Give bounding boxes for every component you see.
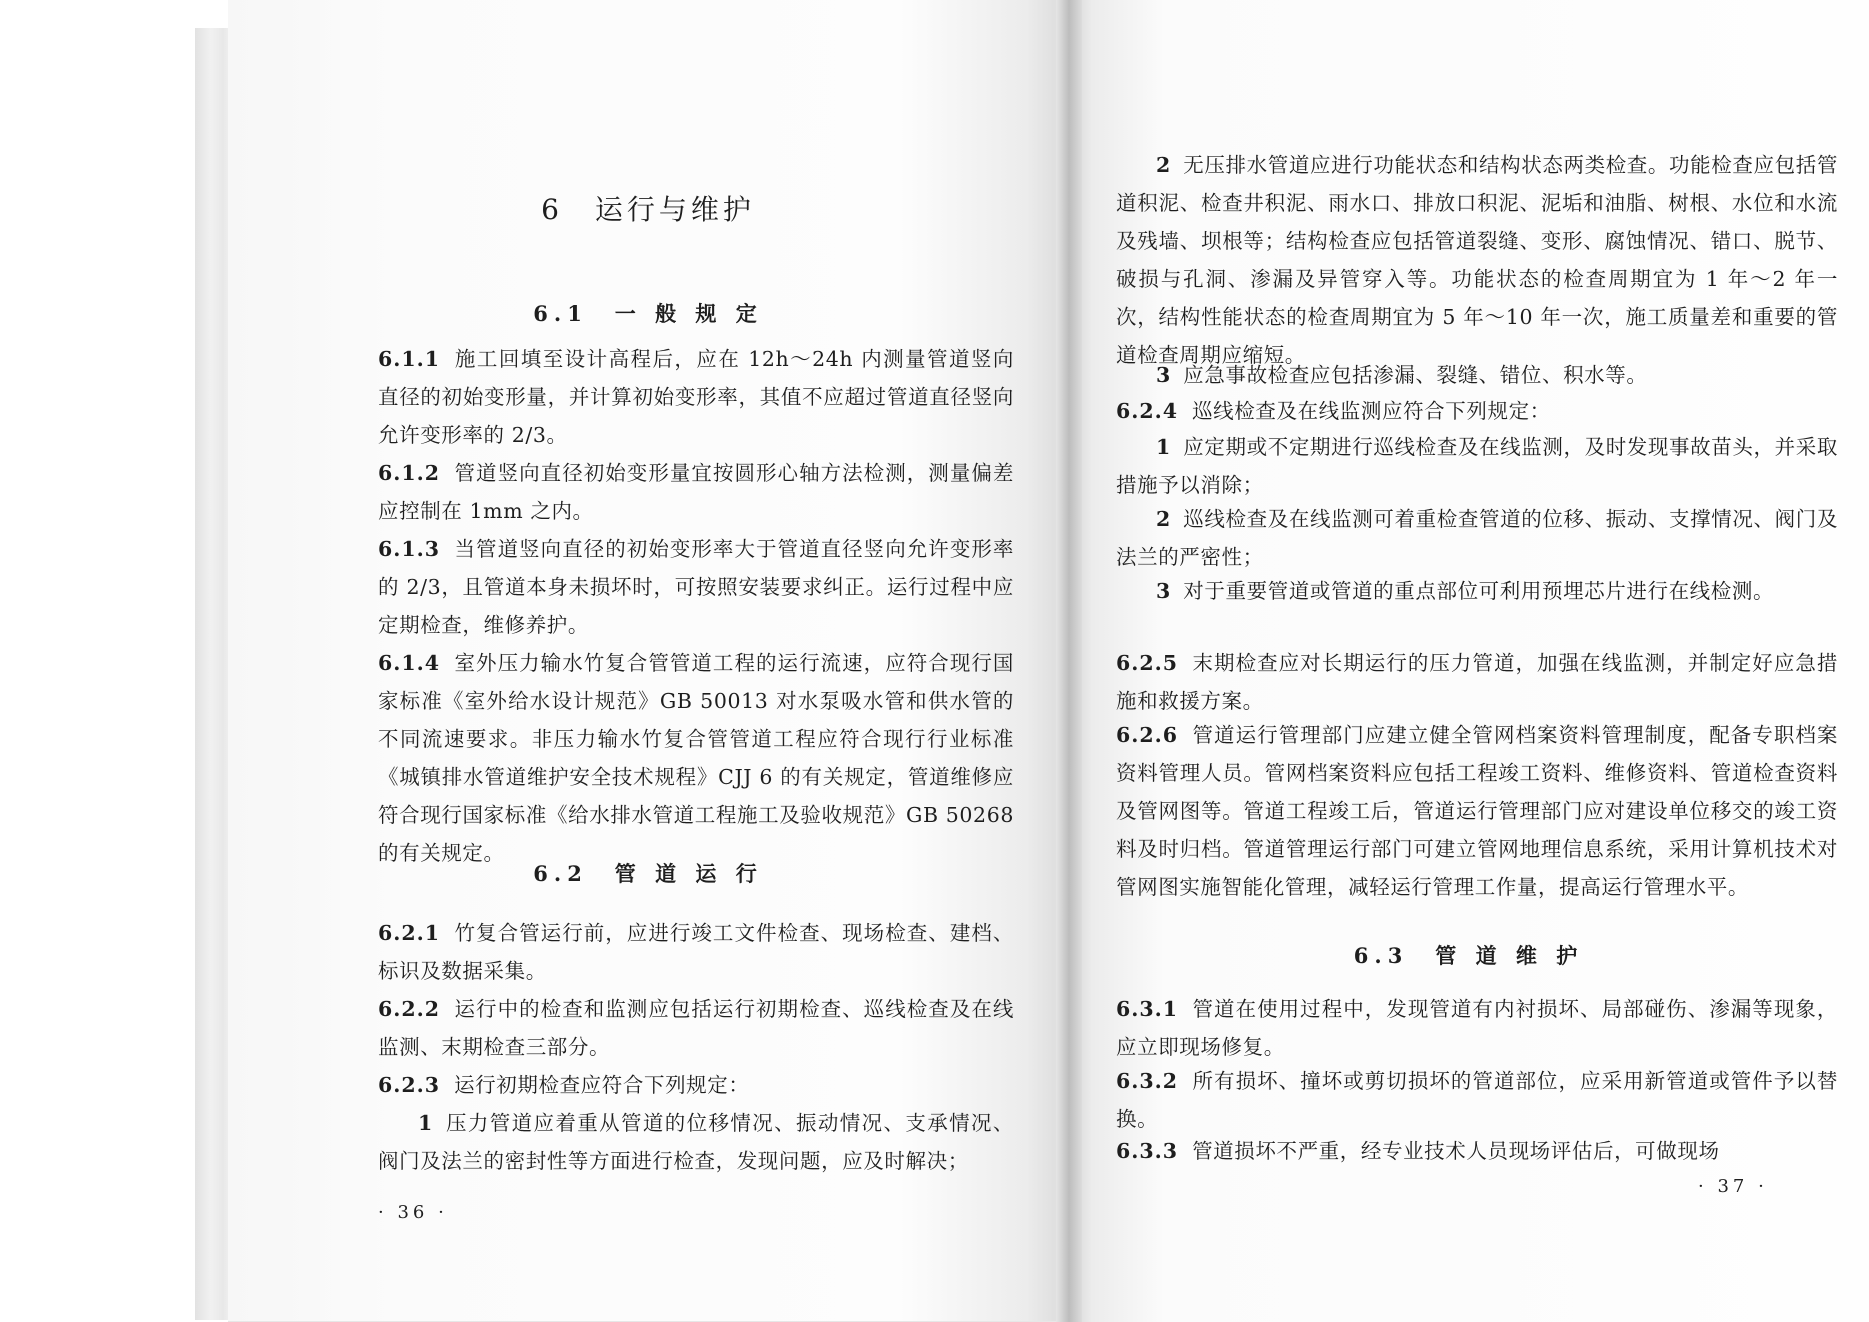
section-title-6-1: 6.1 一 般 规 定 — [533, 301, 763, 326]
clause-text: 管道在使用过程中，发现管道有内衬损坏、局部碰伤、渗漏等现象，应立即现场修复。 — [1116, 997, 1838, 1059]
clause-6-2-3 — [378, 1066, 1014, 1104]
clause-6-2-1 — [378, 914, 1014, 990]
clause-number: 6.1.4 — [378, 651, 441, 675]
clause-6-2-6 — [1116, 716, 1838, 906]
item-number: 1 — [1156, 435, 1172, 459]
chapter-title: 6 运行与维护 — [541, 193, 755, 226]
clause-number: 6.2.6 — [1116, 723, 1179, 747]
clause-text: 所有损坏、撞坏或剪切损坏的管道部位，应采用新管道或管件予以替换。 — [1116, 1069, 1838, 1131]
clause-number: 6.3.1 — [1116, 997, 1179, 1021]
clause-number: 6.2.5 — [1116, 651, 1179, 675]
clause-number: 6.3.2 — [1116, 1069, 1179, 1093]
clause-text: 室外压力输水竹复合管管道工程的运行流速，应符合现行国家标准《室外给水设计规范》GB 50013 对水泵吸水管和供水管的不同流速要求。非压力输水竹复合管管道工程应符合现行行业标准《城镇排水管道维护安全技术规程》CJJ 6 的有关规定，管道维修应符合现行国家标准《给水排水管道工程施工及验收规范》GB 50268 的有关规定。 — [378, 651, 1014, 865]
left-page — [228, 0, 1068, 1322]
item-6-2-3-2 — [1116, 146, 1838, 374]
clause-6-3-2 — [1116, 1062, 1838, 1138]
section-title-6-2: 6.2 管 道 运 行 — [533, 861, 763, 886]
section-title-6-3: 6.3 管 道 维 护 — [1353, 943, 1584, 968]
item-6-2-4-1 — [1116, 428, 1838, 504]
item-text: 应定期或不定期进行巡线检查及在线监测，及时发现事故苗头，并采取措施予以消除； — [1116, 435, 1838, 497]
clause-6-2-2 — [378, 990, 1014, 1066]
item-number: 1 — [418, 1111, 434, 1135]
item-text: 对于重要管道或管道的重点部位可利用预埋芯片进行在线检测。 — [1183, 579, 1775, 603]
clause-number: 6.2.4 — [1116, 399, 1179, 423]
clause-6-1-4 — [378, 644, 1014, 872]
clause-text: 当管道竖向直径的初始变形率大于管道直径竖向允许变形率的 2/3，且管道本身未损坏时，可按照安装要求纠正。运行过程中应定期检查，维修养护。 — [378, 537, 1014, 637]
clause-6-1-3 — [378, 530, 1014, 644]
book-gutter — [1056, 0, 1082, 1322]
clause-number: 6.2.1 — [378, 921, 441, 945]
item-number: 3 — [1156, 579, 1172, 603]
clause-6-1-1 — [378, 340, 1014, 454]
clause-text: 管道竖向直径初始变形量宜按圆形心轴方法检测，测量偏差应控制在 1mm 之内。 — [378, 461, 1014, 523]
item-6-2-4-3 — [1116, 572, 1838, 610]
clause-number: 6.1.3 — [378, 537, 441, 561]
clause-text: 末期检查应对长期运行的压力管道，加强在线监测，并制定好应急措施和救援方案。 — [1116, 651, 1838, 713]
item-number: 3 — [1156, 363, 1172, 387]
clause-6-2-5 — [1116, 644, 1838, 720]
item-number: 2 — [1156, 507, 1172, 531]
clause-number: 6.1.1 — [378, 347, 441, 371]
clause-number: 6.3.3 — [1116, 1139, 1179, 1163]
item-number: 2 — [1156, 153, 1172, 177]
page-number-right: · 37 · — [1698, 1176, 1768, 1197]
clause-6-1-2 — [378, 454, 1014, 530]
item-text: 巡线检查及在线监测可着重检查管道的位移、振动、支撑情况、阀门及法兰的严密性； — [1116, 507, 1838, 569]
right-page — [1068, 0, 1869, 1322]
clause-6-2-4 — [1116, 392, 1838, 430]
page-number-left: · 36 · — [378, 1202, 448, 1223]
clause-number: 6.2.2 — [378, 997, 441, 1021]
clause-number: 6.2.3 — [378, 1073, 441, 1097]
item-text: 无压排水管道应进行功能状态和结构状态两类检查。功能检查应包括管道积泥、检查井积泥、雨水口、排放口积泥、泥垢和油脂、树根、水位和水流及残墙、坝根等；结构检查应包括管道裂缝、变形、腐蚀情况、错口、脱节、破损与孔洞、渗漏及异管穿入等。功能状态的检查周期宜为 1 年～2 年一次，结构性能状态的检查周期宜为 5 年～10 年一次，施工质量差和重要的管道检查周期应缩短。 — [1116, 153, 1838, 367]
clause-text: 运行中的检查和监测应包括运行初期检查、巡线检查及在线监测、末期检查三部分。 — [378, 997, 1014, 1059]
clause-text: 竹复合管运行前，应进行竣工文件检查、现场检查、建档、标识及数据采集。 — [378, 921, 1014, 983]
clause-text: 巡线检查及在线监测应符合下列规定： — [1192, 399, 1551, 423]
clause-6-3-1 — [1116, 990, 1838, 1066]
clause-text: 管道运行管理部门应建立健全管网档案资料管理制度，配备专职档案资料管理人员。管网档案资料应包括工程竣工资料、维修资料、管道检查资料及管网图等。管道工程竣工后，管道运行管理部门应对建设单位移交的竣工资料及时归档。管道管理运行部门可建立管网地理信息系统，采用计算机技术对管网图实施智能化管理，减轻运行管理工作量，提高运行管理水平。 — [1116, 723, 1838, 899]
clause-text: 运行初期检查应符合下列规定： — [454, 1073, 750, 1097]
clause-text: 施工回填至设计高程后，应在 12h～24h 内测量管道竖向直径的初始变形量，并计算初始变形率，其值不应超过管道直径竖向允许变形率的 2/3。 — [378, 347, 1014, 447]
item-text: 压力管道应着重从管道的位移情况、振动情况、支承情况、阀门及法兰的密封性等方面进行检查，发现问题，应及时解决； — [378, 1111, 1014, 1173]
item-6-2-4-2 — [1116, 500, 1838, 576]
clause-text: 管道损坏不严重，经专业技术人员现场评估后，可做现场 — [1192, 1139, 1720, 1163]
clause-6-3-3 — [1116, 1132, 1838, 1170]
clause-number: 6.1.2 — [378, 461, 441, 485]
item-6-2-3-3 — [1116, 356, 1838, 394]
item-6-2-3-1 — [378, 1104, 1014, 1180]
item-text: 应急事故检查应包括渗漏、裂缝、错位、积水等。 — [1183, 363, 1648, 387]
